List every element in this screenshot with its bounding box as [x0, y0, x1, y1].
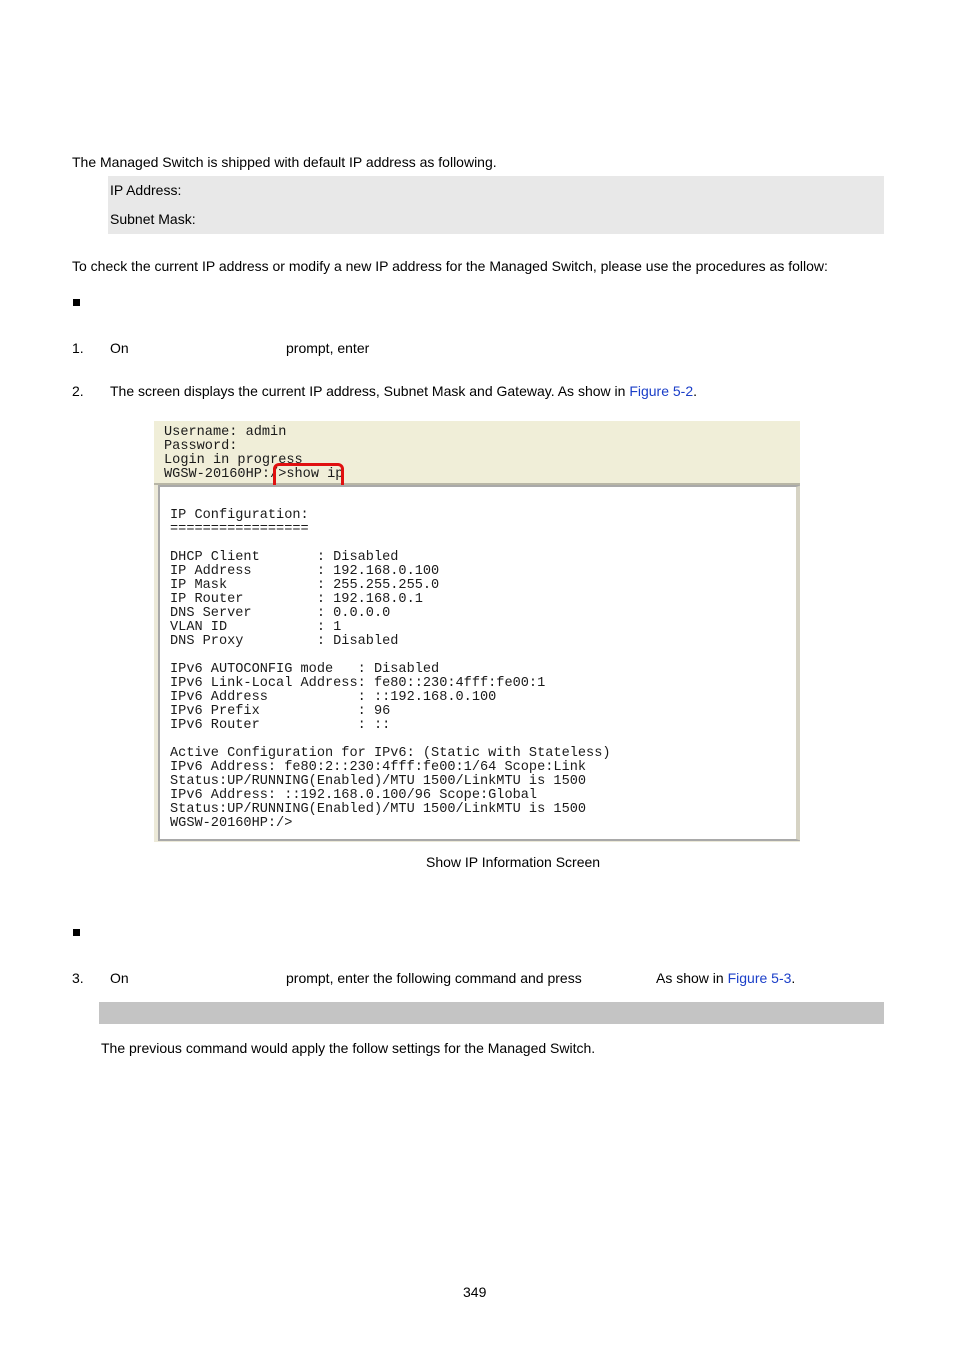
terminal-line: DNS Proxy : Disabled — [170, 634, 399, 649]
subnet-mask-label: Subnet Mask: — [110, 211, 196, 227]
step3-on: On — [110, 970, 129, 986]
step3-number: 3. — [72, 970, 84, 986]
step2-text — [110, 383, 697, 399]
terminal-line: IPv6 Router : :: — [170, 718, 391, 733]
step1-number: 1. — [72, 340, 84, 356]
ip-address-label: IP Address: — [110, 182, 182, 198]
figure-5-3-link[interactable]: Figure 5-3 — [727, 970, 792, 986]
terminal-line: WGSW-20160HP:/>show ip — [164, 467, 344, 482]
check-procedure-text: To check the current IP address or modify a new IP address for the Managed Switch, please use the procedures as follow: — [72, 258, 828, 274]
step2-tail: . — [693, 383, 698, 399]
terminal-line: DHCP Client : Disabled — [170, 550, 399, 565]
terminal-line: Login in progress — [164, 453, 303, 468]
intro-text: The Managed Switch is shipped with default IP address as following. — [72, 154, 497, 170]
terminal-line: Password: — [164, 439, 238, 454]
terminal-line: Status:UP/RUNNING(Enabled)/MTU 1500/LinkMTU is 1500 — [170, 774, 587, 789]
terminal-line: Username: admin — [164, 425, 287, 440]
square-bullet-icon — [73, 299, 80, 306]
terminal-line: IP Configuration: — [170, 508, 309, 523]
terminal-line: VLAN ID : 1 — [170, 620, 342, 635]
page-number: 349 — [463, 1284, 487, 1300]
terminal-line: IPv6 Address : ::192.168.0.100 — [170, 690, 497, 705]
command-bar — [99, 1002, 884, 1024]
figure-5-2-link[interactable]: Figure 5-2 — [629, 383, 694, 399]
terminal-output-pane — [158, 485, 800, 841]
terminal-line: DNS Server : 0.0.0.0 — [170, 606, 391, 621]
terminal-line: IPv6 AUTOCONFIG mode : Disabled — [170, 662, 440, 677]
step3-tail: . — [791, 970, 796, 986]
step3-as-show-text: As show in — [656, 970, 728, 986]
terminal-line: IP Router : 192.168.0.1 — [170, 592, 423, 607]
terminal-line: ================= — [170, 522, 309, 537]
terminal-line: Active Configuration for IPv6: (Static with Stateless) — [170, 746, 611, 761]
square-bullet-icon — [73, 929, 80, 936]
default-ip-box — [108, 176, 884, 234]
after-command-text: The previous command would apply the follow settings for the Managed Switch. — [101, 1040, 596, 1056]
terminal-line: IP Mask : 255.255.255.0 — [170, 578, 440, 593]
step3-prompt: prompt, enter the following command and press — [286, 970, 582, 986]
step1-on: On — [110, 340, 129, 356]
step1-prompt: prompt, enter — [286, 340, 370, 356]
step3-as-show — [656, 970, 795, 986]
terminal-screenshot — [154, 421, 800, 842]
terminal-line: IPv6 Link-Local Address: fe80::230:4fff:fe00:1 — [170, 676, 546, 691]
terminal-login-pane — [154, 421, 800, 485]
terminal-line: Status:UP/RUNNING(Enabled)/MTU 1500/LinkMTU is 1500 — [170, 802, 587, 817]
terminal-line: IPv6 Address: ::192.168.0.100/96 Scope:Global — [170, 788, 538, 803]
step2-body: The screen displays the current IP address, Subnet Mask and Gateway. As show in — [110, 383, 630, 399]
terminal-line: IPv6 Address: fe80:2::230:4fff:fe00:1/64 Scope:Link — [170, 760, 587, 775]
step2-number: 2. — [72, 383, 84, 399]
figure-caption: Show IP Information Screen — [426, 854, 601, 870]
terminal-line: WGSW-20160HP:/> — [170, 816, 293, 831]
terminal-line: IP Address : 192.168.0.100 — [170, 564, 440, 579]
terminal-line: IPv6 Prefix : 96 — [170, 704, 391, 719]
